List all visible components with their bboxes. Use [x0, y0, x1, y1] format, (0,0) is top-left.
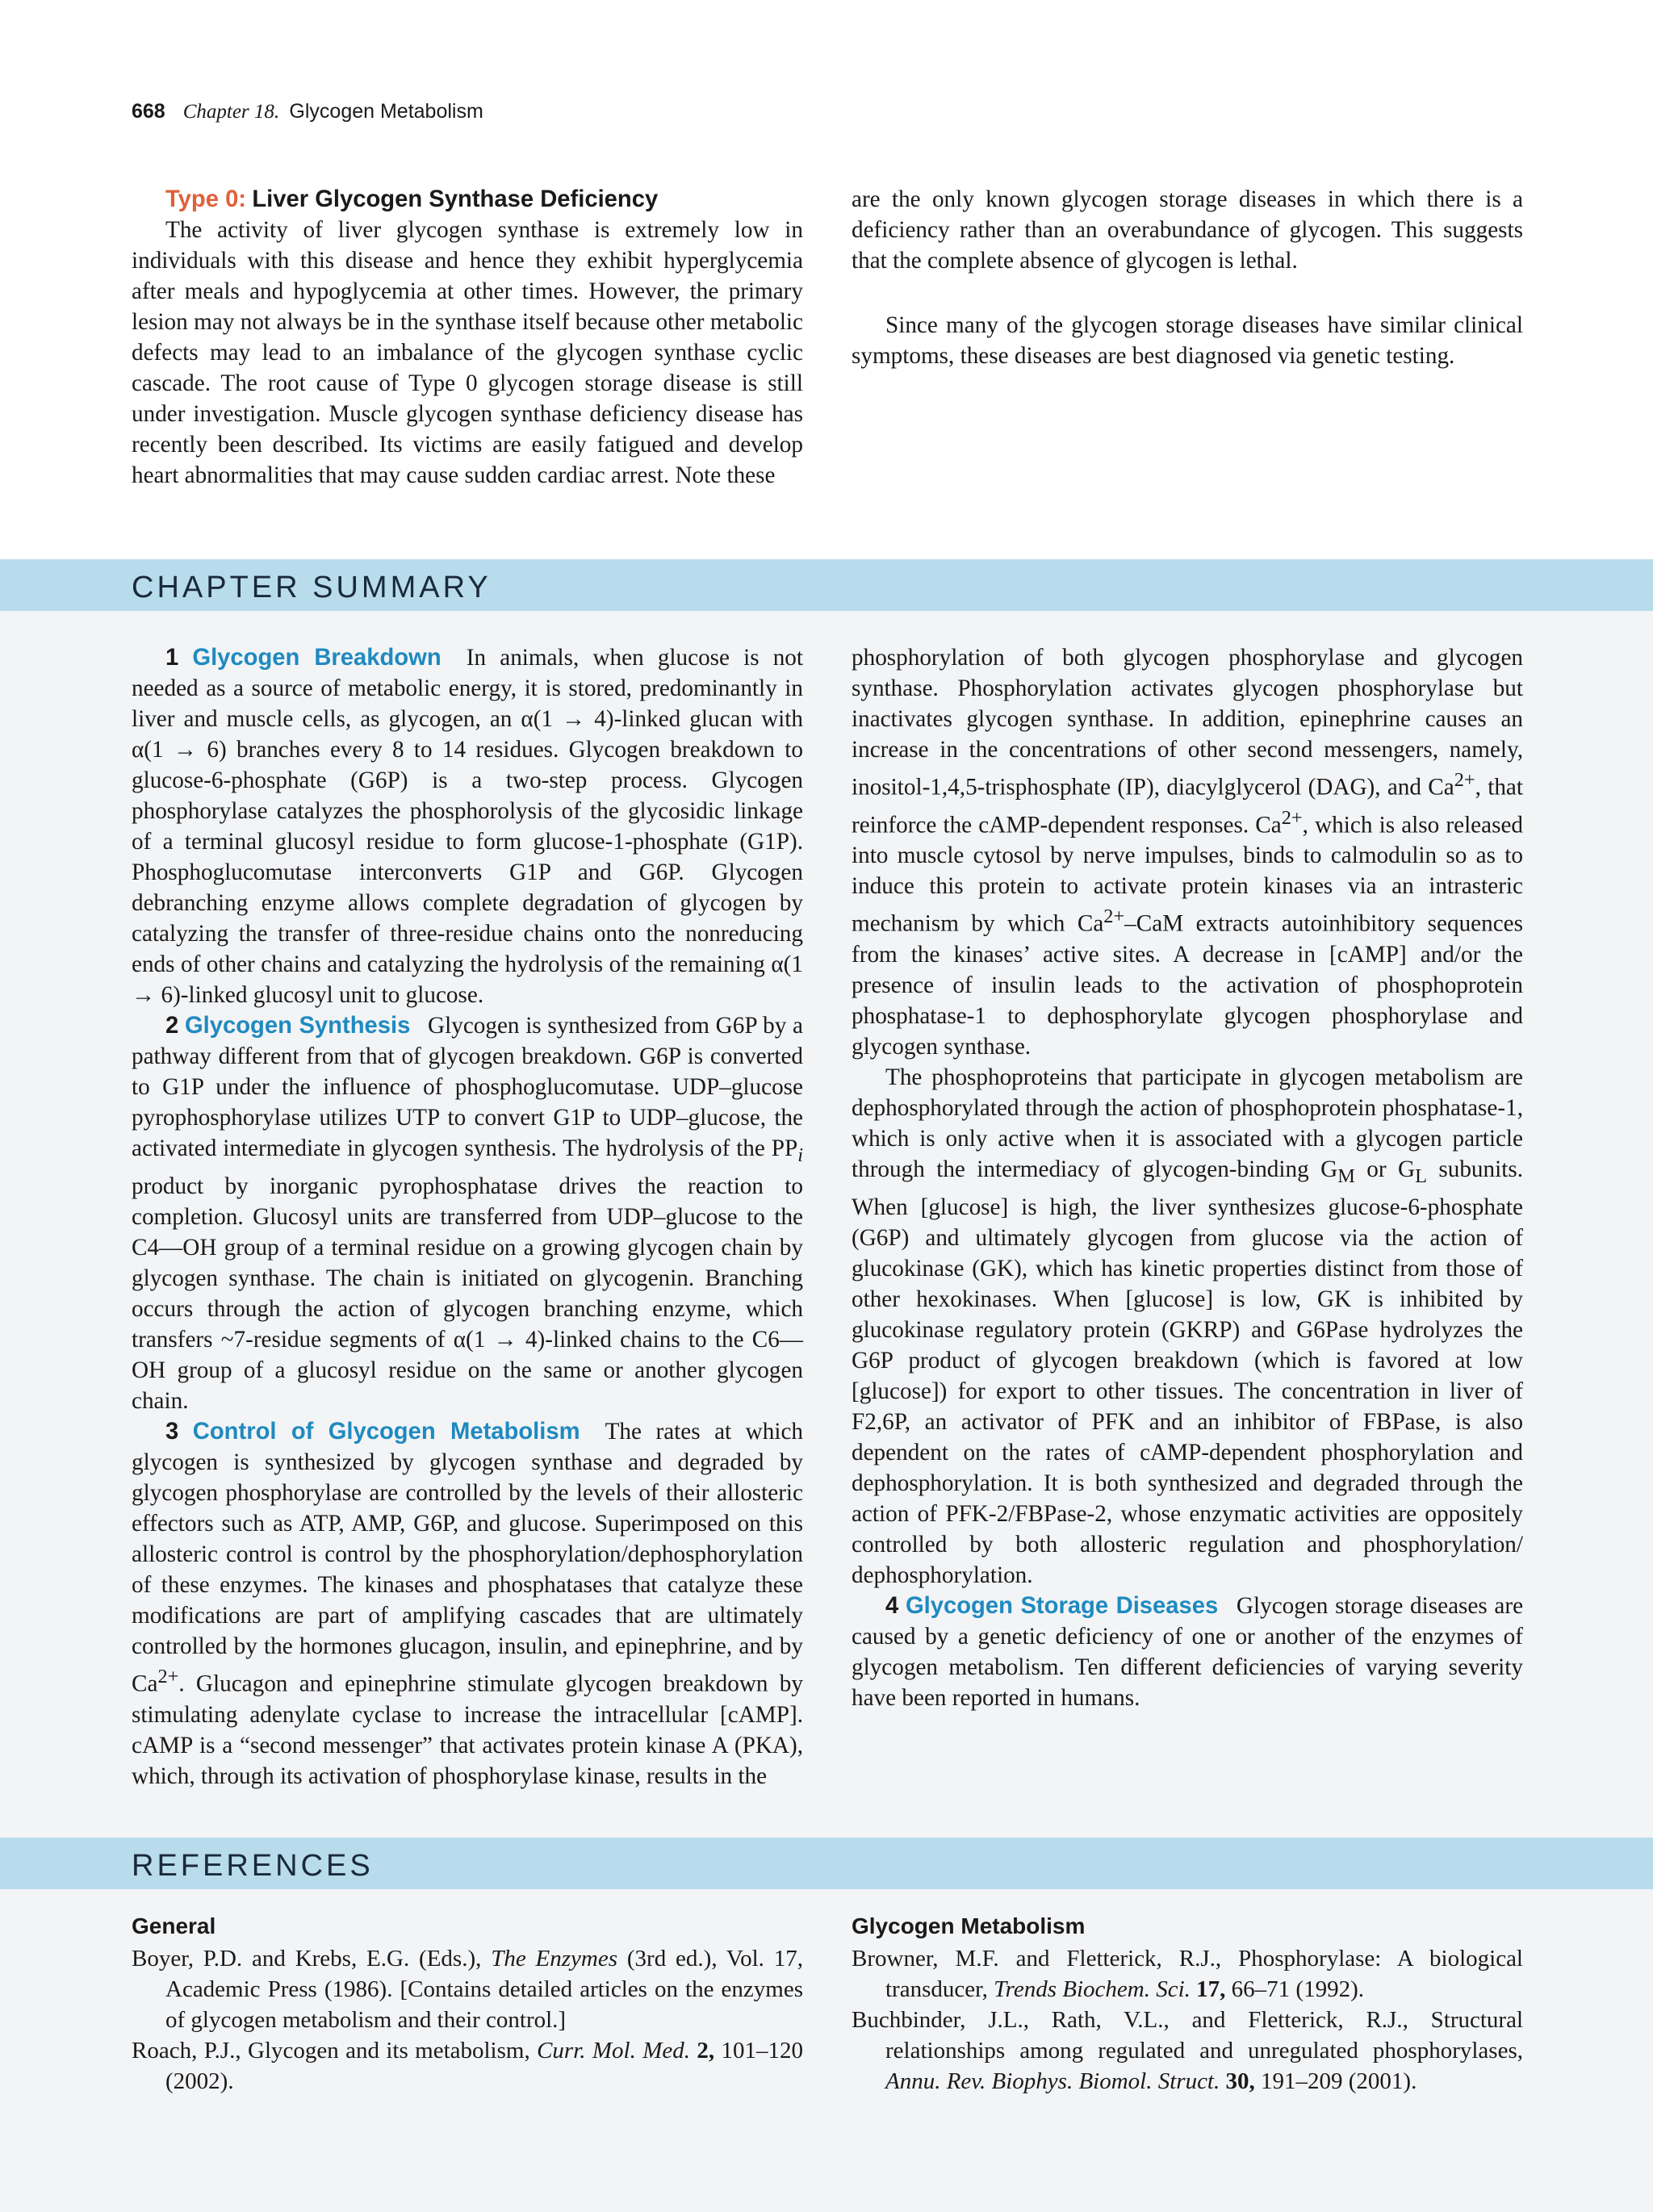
summary-section-1: 1 Glycogen Breakdown In animals, when glucose is not needed as a source of metabolic energy, it is stored, predominantly in liver and muscle cells, as glycogen, an α(1 → 4)-linked glucan with α(1 → 6) branches every 8 to 14 residues. Glycogen breakdown to glucose-6-phosphate (G6P) is a two-step process. Glycogen phosphorylase catalyzes the phosphorolysis of the glycosidic linkage of a terminal glucosyl residue to form glucose-1-phosphate (G1P). Phosphoglucomutase interconverts G1P and G6P. Glycogen debranching enzyme allows complete degradation of glycogen by catalyzing the transfer of three-residue chains onto the nonreducing ends of other chains and catalyzing the hydrolysis of the remaining α(1 → 6)-linked glucosyl unit to glucose. — [132, 645, 804, 1008]
references-heading: REFERENCES — [132, 1849, 374, 1883]
type0-diagnosis: Since many of the glycogen storage diseases have similar clinical symptoms, these diseases are best diagnosed via genetic testing. — [852, 312, 1523, 369]
references-glycogen-metabolism — [852, 1911, 1523, 2097]
summary-section-4: 4 Glycogen Storage Diseases Glycogen storage diseases are caused by a genetic deficiency of one or another of the enzymes of glycogen metabolism. Ten different deficiencies of varying severity have been reported in humans. — [852, 1593, 1524, 1712]
page-number: 668 — [132, 100, 165, 123]
reference-item: Buchbinder, J.L., Rath, V.L., and Fletterick, R.J., Structural relationships among regulated and unregulated phosphorylases, Annu. Rev. Biophys. Biomol. Struct. 30, 191–209 (2001). — [852, 2007, 1523, 2094]
chapter-label: Chapter 18. — [182, 101, 280, 123]
type0-paragraph: The activity of liver glycogen synthase is extremely low in individuals with this disease and hence they exhibit hyperglycemia after meals and hypoglycemia at other times. However, the primary lesion may not always be in the synthase itself because other metabolic defects may lead to an imbalance of the glycogen synthase cyclic cascade. The root cause of Type 0 glycogen storage disease is still under investigation. Muscle glycogen synthase deficiency disease has recently been described. Its victims are easily fatigued and develop heart abnormalities that may cause sudden cardiac arrest. Note these — [132, 217, 803, 488]
section-3-title: Control of Glycogen Metabolism — [192, 1418, 580, 1445]
chapter-summary-band — [0, 559, 1653, 611]
reference-item: Browner, M.F. and Fletterick, R.J., Phosphorylase: A biological transducer, Trends Biochem. Sci. 17, 66–71 (1992). — [852, 1946, 1523, 2002]
summary-section-3-cont: phosphorylation of both glycogen phosphorylase and glycogen synthase. Phosphorylation activates glycogen phosphorylase but inactivates glycogen synthase. In addition, epinephrine causes an increase in the concentrations of other second messengers, namely, inositol-1,4,5-trisphosphate (IP), diacylglycerol (DAG), and $Ca^{2+}$, that reinforce the cAMP-dependent responses. $Ca^{2+}$, which is also released into muscle cytosol by nerve impulses, binds to calmodulin so as to induce this protein to activate protein kinases via an intrasteric mechanism by which $Ca^{2+}$–CaM extracts autoinhibitory sequences from the kinases’ active sites. A decrease in [cAMP] and/or the presence of insulin leads to the activation of phosphoprotein phosphatase-1 to dephosphorylate glycogen phosphorylase and glycogen synthase. — [852, 645, 1523, 1060]
summary-section-3-paragraph-2: The phosphoproteins that participate in glycogen metabolism are dephosphorylated through the action of phosphoprotein phosphatase-1, which is only active when it is associated with a glycogen particle through the intermediacy of glycogen-binding $G_M$ or $G_L$ subunits. When [glucose] is high, the liver synthesizes glucose-6-phosphate (G6P) and ultimately glycogen from glucose via the action of glucokinase (GK), which has kinetic properties distinct from those of other hexokinases. When [glucose] is low, GK is inhibited by glucokinase regulatory protein (GKRP) and G6Pase hydrolyzes the G6P product of glycogen breakdown (which is favored at low [glucose]) for export to other tissues. The concentration in liver of F2,6P, an activator of PFK and an inhibitor of FBPase, is also dependent on the rates of cAMP-dependent phosphorylation and dephosphorylation. It is both synthesized and degraded through the action of PFK-2/FBPase-2, whose enzymatic activities are oppositely controlled by both allosteric regulation and phosphorylation/ dephosphorylation. — [852, 1064, 1523, 1589]
section-2-title: Glycogen Synthesis — [184, 1013, 411, 1039]
summary-section-3-start: 3 Control of Glycogen Metabolism The rates at which glycogen is synthesized by glycogen synthase and degraded by glycogen phosphorylase are controlled by the levels of their allosteric effectors such as ATP, AMP, G6P, and glucose. Superimposed on this allosteric control is control by the phosphorylation/dephosphorylation of these enzymes. The kinases and phosphatases that catalyze these modifications are part of amplifying cascades that are ultimately controlled by the hormones glucagon, insulin, and epinephrine, and by $Ca^{2+}$. Glucagon and epinephrine stimulate glycogen breakdown by stimulating adenylate cyclase to increase the intracellular [cAMP]. cAMP is a “second messenger” that activates protein kinase A (PKA), which, through its activation of phosphorylase kinase, results in the — [132, 1418, 804, 1789]
summary-column-left — [132, 642, 803, 1792]
references-general-heading: General — [132, 1913, 216, 1938]
type0-column-left — [132, 184, 803, 491]
chapter-title: Glycogen Metabolism — [289, 100, 483, 123]
running-header — [132, 100, 483, 123]
section-3-flow-continued: phosphorylation of both glycogen phosphorylase and glycogen synthase. Phosphorylation activates glycogen phosphorylase but inactivates glycogen synthase. In addition, epinephrine causes an increase in the concentrations of other second messengers, namely, inositol-1,4,5-trisphosphate (IP — [852, 645, 1523, 801]
summary-section-2: 2 Glycogen Synthesis Glycogen is synthesized from G6P by a pathway different from that of glycogen breakdown. G6P is converted to G1P under the influence of phosphoglucomutase. UDP–glucose pyrophosphorylase utilizes UTP to convert G1P to UDP–glucose, the activated intermediate in glycogen synthesis. The hydrolysis of the $PP_i$ product by inorganic pyrophosphatase drives the reaction to completion. Glucosyl units are transferred from UDP–glucose to the C4—OH group of a terminal residue on a growing glycogen chain by glycogen synthase. The chain is initiated on glycogenin. Branching occurs through the action of glycogen branching enzyme, which transfers ~7-residue segments of α(1 → 4)-linked chains to the C6—OH group of a glucosyl residue on the same or another glycogen chain. — [132, 1013, 804, 1414]
references-general — [132, 1911, 803, 2097]
references-glycogen-heading: Glycogen Metabolism — [852, 1913, 1086, 1938]
type0-title: Liver Glycogen Synthase Deficiency — [252, 186, 659, 212]
type0-heading — [132, 184, 803, 215]
section-1-title: Glycogen Breakdown — [192, 645, 441, 671]
type0-paragraph-continued: are the only known glycogen storage diseases in which there is a deficiency rather than an overabundance of glycogen. This suggests that the complete absence of glycogen is lethal. — [852, 186, 1523, 274]
type0-label: Type 0: — [165, 186, 247, 212]
section-4-title: Glycogen Storage Diseases — [905, 1593, 1219, 1620]
summary-column-right — [852, 642, 1523, 1713]
chapter-summary-heading: CHAPTER SUMMARY — [132, 571, 492, 604]
reference-item: Boyer, P.D. and Krebs, E.G. (Eds.), The Enzymes (3rd ed.), Vol. 17, Academic Press (1986). [Contains detailed articles on the enzymes of glycogen metabolism and their control.] — [132, 1946, 803, 2033]
type0-column-right — [852, 184, 1523, 371]
reference-item: Roach, P.J., Glycogen and its metabolism, Curr. Mol. Med. 2, 101–120 (2002). — [132, 2038, 804, 2094]
references-band — [0, 1838, 1653, 1889]
section-3-flow: . Glucagon and epinephrine stimulate glycogen breakdown by stimulating adenylate cyclase to increase the intracellular [cAMP]. cAMP is a “second messenger” that activates protein kinase A (PKA), which, through its activation of phosphorylase kinase, results in the — [132, 1670, 803, 1789]
